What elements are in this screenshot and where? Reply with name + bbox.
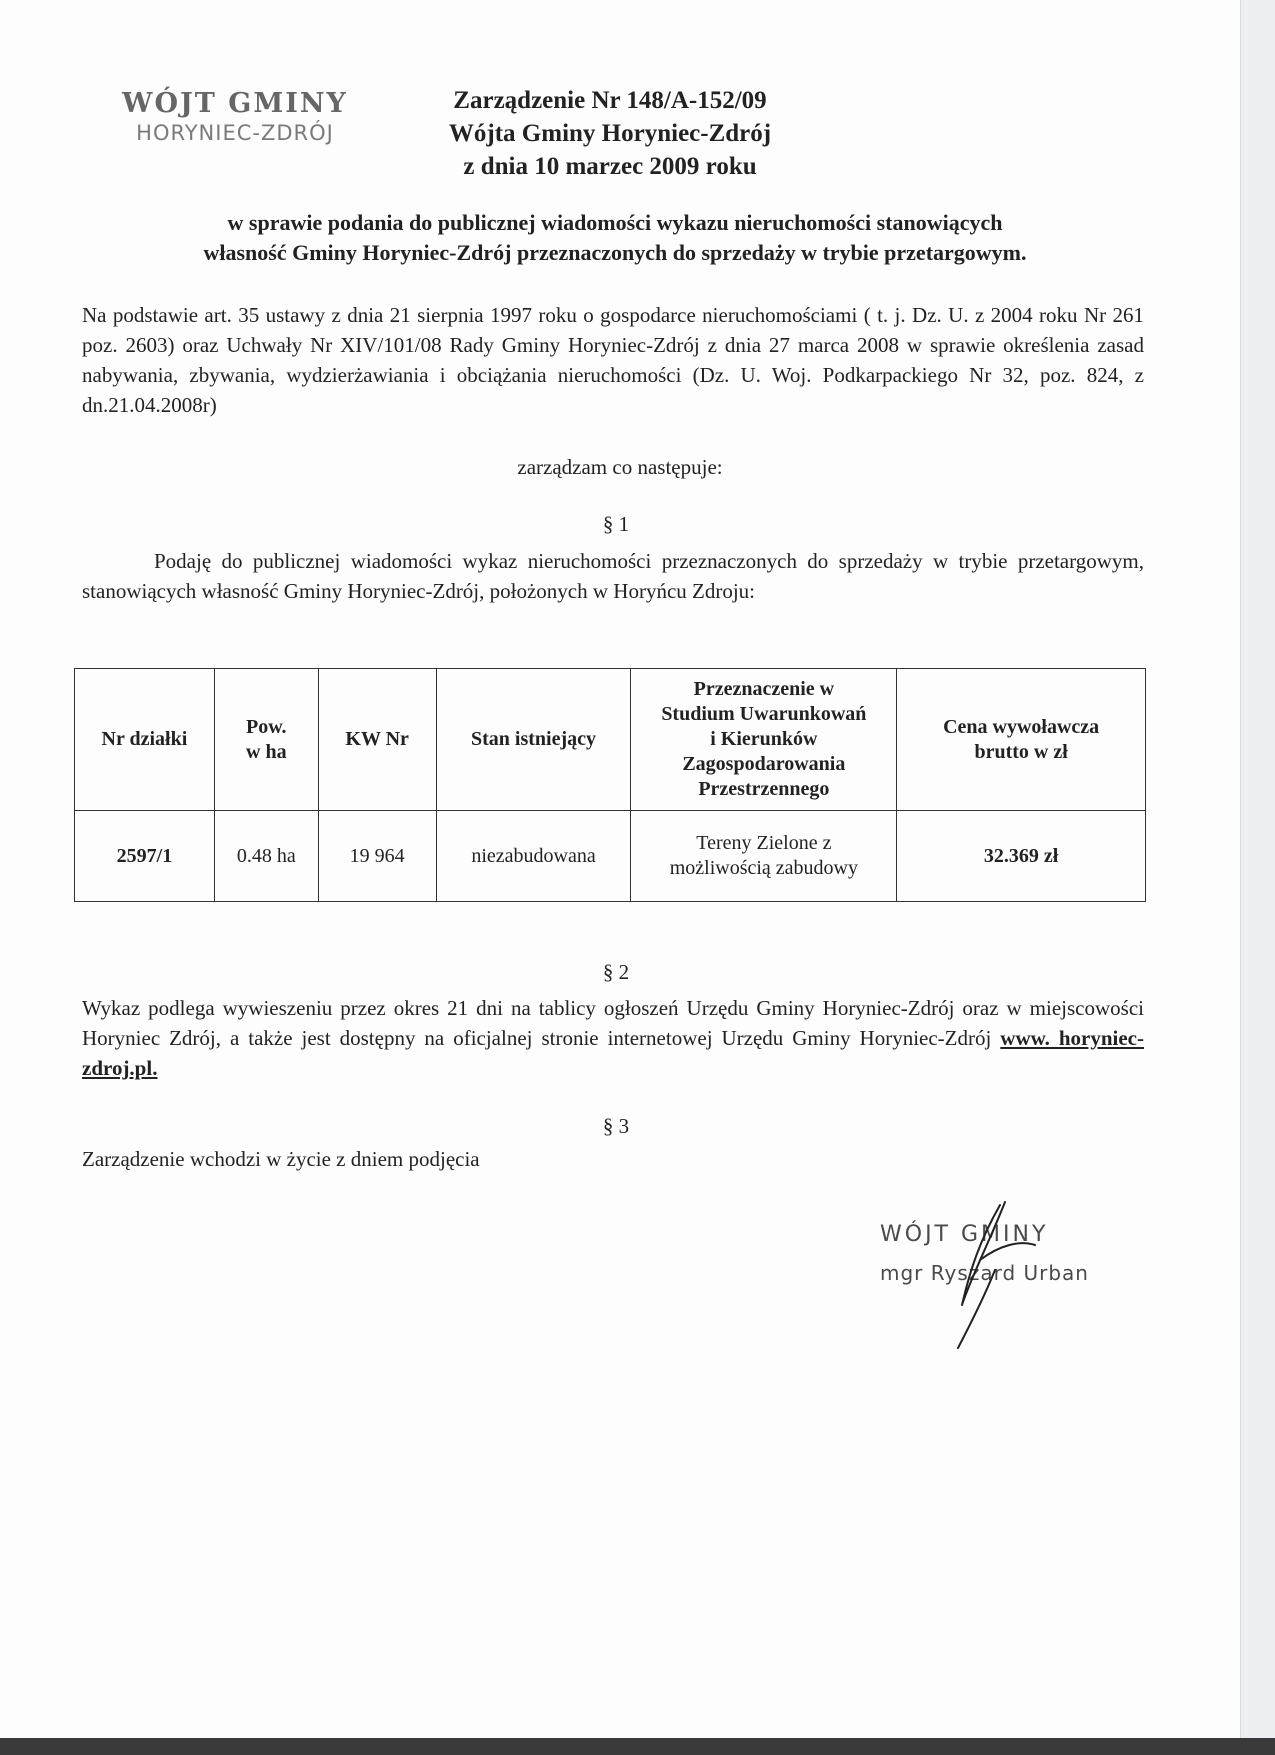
- header-price: [897, 669, 1146, 811]
- header-existing-state: Stan istniejący: [436, 669, 631, 811]
- subject-line-1: w sprawie podania do publicznej wiadomości wykazu nieruchomości stanowiących: [227, 210, 1003, 235]
- header-area-line-2: w ha: [246, 740, 287, 763]
- stamp-line-1: WÓJT GMINY: [122, 88, 348, 119]
- table-header-row: [75, 669, 1146, 811]
- header-price-line-2: brutto w zł: [974, 740, 1068, 763]
- header-purpose-line-2: Studium Uwarunkowań: [661, 703, 867, 725]
- legal-basis: Na podstawie art. 35 ustawy z dnia 21 sierpnia 1997 roku o gospodarce nieruchomościami ( t. j. Dz. U. z 2004 roku Nr 261 poz. 2603) oraz Uchwały Nr XIV/101/08 Rady Gminy Horyniec-Zdrój z dnia 27 marca 2008 w sprawie określenia zasad nabywania, zbywania, wydzierżawiania i obciążania nieruchomości (Dz. U. Woj. Podkarpackiego Nr 32, poz. 824, z dn.21.04.2008r): [82, 303, 1144, 417]
- title-line-2: Wójta Gminy Horyniec-Zdrój: [448, 120, 772, 147]
- section-1-mark: § 1: [602, 512, 630, 536]
- section-2-text: [82, 993, 1144, 1083]
- property-table: [74, 668, 1146, 902]
- document-subject: [75, 208, 1155, 268]
- header-price-line-1: Cena wywoławcza: [943, 715, 1100, 738]
- stamp-line-2: HORYNIEC-ZDRÓJ: [136, 121, 334, 145]
- title-line-3: z dnia 10 marzec 2009 roku: [463, 153, 757, 180]
- decree-statement: zarządzam co następuje:: [517, 455, 723, 479]
- cell-existing-state: niezabudowana: [436, 811, 631, 902]
- document-title: [380, 84, 840, 183]
- cell-purpose-line-2: możliwością zabudowy: [669, 857, 858, 879]
- website-link[interactable]: www. horyniec-zdroj.pl.: [82, 1026, 1144, 1080]
- header-area-line-1: Pow.: [246, 715, 287, 738]
- office-stamp: [110, 88, 360, 145]
- title-line-1: Zarządzenie Nr 148/A-152/09: [453, 87, 767, 114]
- handwritten-signature: [940, 1200, 1060, 1350]
- header-purpose-line-4: Zagospodarowania: [682, 753, 846, 775]
- cell-land-register: 19 964: [318, 811, 436, 902]
- cell-purpose: [631, 811, 897, 902]
- table-row: [75, 811, 1146, 902]
- scan-bottom-edge: [0, 1738, 1275, 1755]
- signatory-title: WÓJT GMINY: [880, 1222, 1049, 1247]
- signatory-name: mgr Ryszard Urban: [880, 1261, 1089, 1285]
- subject-line-2: własność Gminy Horyniec-Zdrój przeznaczonych do sprzedaży w trybie przetargowym.: [203, 240, 1027, 265]
- section-3-text: Zarządzenie wchodzi w życie z dniem podjęcia: [82, 1147, 480, 1171]
- header-land-register: KW Nr: [318, 669, 436, 811]
- cell-plot-number: 2597/1: [75, 811, 215, 902]
- section-3-mark: § 3: [602, 1114, 630, 1138]
- section-1-text: Podaję do publicznej wiadomości wykaz nieruchomości przeznaczonych do sprzedaży w trybie przetargowym, stanowiących własność Gminy Horyniec-Zdrój, położonych w Horyńcu Zdroju:: [82, 549, 1144, 603]
- header-plot-number: Nr działki: [75, 669, 215, 811]
- header-purpose-line-3: i Kierunków: [710, 728, 818, 750]
- cell-price: 32.369 zł: [897, 811, 1146, 902]
- header-purpose: [631, 669, 897, 811]
- header-purpose-line-1: Przeznaczenie w: [693, 678, 835, 700]
- scan-edge: [1240, 0, 1275, 1755]
- cell-area: 0.48 ha: [214, 811, 318, 902]
- header-purpose-line-5: Przestrzennego: [698, 778, 830, 800]
- header-area: [214, 669, 318, 811]
- section-2-body: Wykaz podlega wywieszeniu przez okres 21 dni na tablicy ogłoszeń Urzędu Gminy Horyniec-Zdrój oraz w miejscowości Horyniec Zdrój, a także jest dostępny na oficjalnej stronie internetowej Urzędu Gminy Horyniec-Zdrój: [82, 996, 1144, 1050]
- cell-purpose-line-1: Tereny Zielone z: [696, 832, 832, 854]
- section-2-mark: § 2: [602, 960, 630, 984]
